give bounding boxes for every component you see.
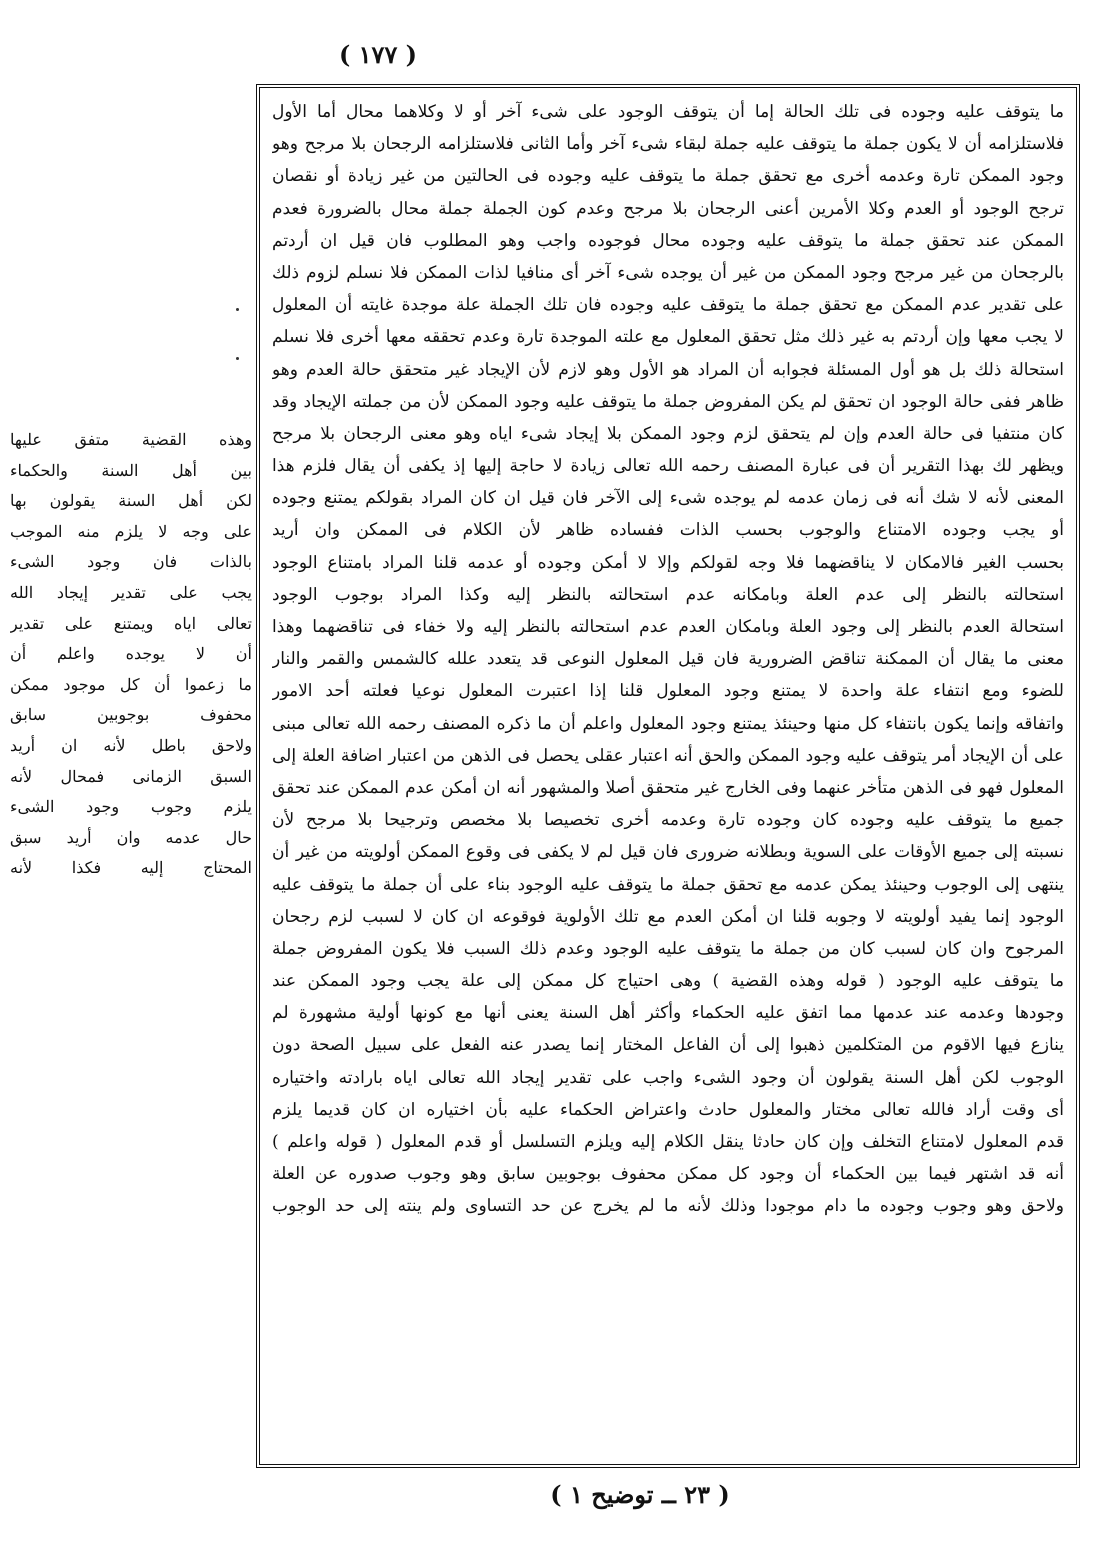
text-line: استحالة العدم بالنظر إلى وجود العلة وبامكان العدم عدم استحالته بالنظر إليه ولا خفاء فى تناقضهما وهذا — [272, 617, 1064, 637]
text-line: واتفاقه وإنما يكون بانتفاء كل منها وحينئذ يمتنع وجود المعلول واعلم أن ما ذكره المصنف رحمه الله تعالى مبنى — [272, 713, 1064, 734]
margin-line: السبق الزمانى فمحال لأنه — [10, 766, 252, 786]
margin-line: بين أهل السنة والحكماء — [10, 460, 252, 480]
text-line: ترجح الوجود أو العدم وكلا الأمرين أعنى الرجحان بلا مرجح وعدم كون الجملة جملة محال بالضرورة فعدم — [272, 198, 1064, 219]
margin-mark — [236, 308, 239, 311]
footer-signature: ( ٢٣ ــ توضيح ١ ) — [550, 1480, 730, 1509]
text-line: لا يجب معها وإن أردتم به غير ذلك مثل تحقق المعلول مع علته الموجدة تارة وعدم تحققه معها أخرى فلا نسلم — [272, 327, 1064, 348]
margin-line: ما زعموا أن كل موجود ممكن — [10, 674, 252, 694]
text-line: أنه قد اشتهر فيما بين الحكماء أن وجود كل ممكن محفوف بوجوبين سابق وهو وجوب صدوره عن العلة — [272, 1164, 1064, 1185]
text-line: للضوء ومع انتفاء علة واحدة لا يمتنع وجود المعلول قلنا إذا اعتبرت المعلول نوعيا فعلته أحد الامور — [272, 681, 1064, 702]
text-line: استحالته بالنظر إلى عدم العلة وبامكانه عدم استحالته بالنظر إليه وكذا المراد بوجوب الوجود — [272, 584, 1064, 605]
margin-mark — [236, 357, 239, 360]
text-line: استحالة ذلك بل هو أول المسئلة فجوابه أن المراد هو الأول وهو لازم لأن الإيجاد غير متحقق حالة العدم وهو — [272, 359, 1064, 380]
page-number: ( ١٧٧ ) — [338, 40, 418, 69]
margin-line: يجب على تقدير إيجاد الله — [10, 582, 252, 602]
text-line: الممكن عند تحقق جملة ما يتوقف عليه وجوده محال فوجوده واجب وهو المطلوب فان قيل ان أردتم — [272, 230, 1064, 251]
text-line: معنى ما يقال أن الممكنة تناقض الضرورية فان قيل المعلول النوعى قد يتعدد علله كالشمس والقمر والنار — [272, 649, 1064, 670]
text-line: على أن الإيجاد أمر يتوقف عليه وجود الممكن والحق أنه اعتبار عقلى يحصل فى الذهن من اعتبار اضافة العلة إلى — [272, 745, 1064, 766]
margin-line: أن لا يوجده واعلم أن — [10, 644, 252, 664]
text-line: بالرجحان من غير مرجح وجود الممكن من غير أن يوجده شىء آخر أى منافيا لذات الممكن فلا نسلم لزوم ذلك — [272, 262, 1064, 283]
text-line: أى وقت أراد فالله تعالى مختار والمعلول حادث واعتراض الحكماء عليه بأن اختياره ان كان قديما يلزم — [272, 1099, 1064, 1120]
margin-line: بالذات فان وجود الشىء — [10, 552, 252, 572]
text-line: بحسب الغير فالامكان لا يناقضهما فلا وجه لقولكم وإلا لا أمكن وجوده أو عدمه قلنا المراد بامتناع الوجود — [272, 552, 1064, 573]
text-line: ولاحق وهو وجوب وجوده ما دام موجودا وذلك لأنه ما لم يخرج عن حد التساوى ولم ينته إلى حد الوجوب — [272, 1196, 1064, 1217]
text-line: أو يجب وجوده الامتناع والوجوب بحسب الذات ففساده ظاهر لأن الكلام فى الممكن وان أريد — [272, 520, 1064, 541]
text-line: ظاهر ففى حالة الوجود ان تحقق لم يكن المفروض جملة ما يتوقف عليه وجود الممكن لأن من جملته الإيجاد وقد — [272, 391, 1064, 412]
margin-line: لكن أهل السنة يقولون بها — [10, 491, 252, 511]
text-line: ما يتوقف عليه وجوده فى تلك الحالة إما أن يتوقف الوجود على شىء آخر أو لا وكلاهما محال أما الأول — [272, 102, 1064, 122]
margin-line: على وجه لا يلزم منه الموجب — [10, 521, 252, 541]
margin-line: المحتاج إليه فكذا لأنه — [10, 858, 252, 878]
margin-line: يلزم وجوب وجود الشىء — [10, 797, 252, 817]
text-line: المعلول فهو فى الذهن متأخر عنهما وفى الخارج غير متحقق أصلا والمشهور أنه ان أمكن عدم الممكن عند تحقق — [272, 777, 1064, 798]
main-text-body — [272, 96, 1064, 1223]
text-line: المعنى لأنه لا شك أنه فى زمان عدمه لم يوجده شىء إلى الآخر فان قيل ان كان المراد بقولكم يمتنع وجوده — [272, 488, 1064, 509]
margin-line: حال عدمه وان أريد سبق — [10, 827, 252, 847]
text-line: الوجود إنما يفيد أولويته لا وجوبه قلنا ان أمكن العدم مع تلك الأولوية فوقوعه ان كان لا لسبب لزم رجحان — [272, 906, 1064, 927]
text-line: قدم المعلول لامتناع التخلف وإن كان حادثا ينقل الكلام إليه ويلزم التسلسل أو قدم المعلول ( قوله واعلم ) — [272, 1132, 1064, 1152]
text-line: ويظهر لك بهذا التقرير أن فى عبارة المصنف رحمه الله تعالى زيادة لا حاجة إليها إذ يكفى أن يقال فلزم هذا — [272, 456, 1064, 477]
margin-line: ولاحق باطل لأنه ان أريد — [10, 735, 252, 755]
text-line: نسبته إلى جميع الأوقات على السوية وبطلانه ضرورى فان قيل لم لا يكفى فى وقوع الممكن أولويته من غير أن — [272, 842, 1064, 863]
text-line: على تقدير عدم الممكن مع تحقق جملة ما يتوقف عليه وجوده فان تلك الجملة علة موجدة غايته أن المعلول — [272, 295, 1064, 316]
text-line: فلاستلزامه أن لا يكون جملة ما يتوقف عليه جملة لبقاء شىء آخر وأما الثانى فلاستلزامه الرجحان بلا مرجح وهو — [272, 134, 1064, 155]
text-line: وجودها وعدمه عند عدمها مما اتفق عليه الحكماء وأكثر أهل السنة يعنى أنها مع كونها أولية مشهورة لم — [272, 1003, 1064, 1024]
text-line: ينتهى إلى الوجوب وحينئذ يمكن عدمه مع تحقق جملة ما يتوقف عليه الوجود بناء على أن جملة ما يتوقف عليه — [272, 874, 1064, 895]
text-line: جميع ما يتوقف عليه وجوده كان وجوده تارة وعدمه أخرى تخصيصا بلا مخصص وترجيحا بلا مرجح لأن — [272, 810, 1064, 831]
text-line: كان منتفيا فى حالة العدم وإن لم يتحقق لزم وجود الممكن بلا إيجاد شىء اياه وهو معنى الرجحان بلا مرجح — [272, 423, 1064, 444]
text-line: الوجوب لكن أهل السنة يقولون أن وجود الشىء واجب على تقدير إيجاد الله تعالى اياه بارادته واختياره — [272, 1067, 1064, 1088]
margin-line: تعالى اياه ويمتنع على تقدير — [10, 613, 252, 633]
text-line: المرجوح وان كان لسبب كان من جملة ما يتوقف عليه الوجود وعدم ذلك السبب فلا يكون المفروض جملة — [272, 938, 1064, 959]
margin-line: محفوف بوجوبين سابق — [10, 705, 252, 725]
margin-line: وهذه القضية متفق عليها — [10, 430, 252, 449]
text-line: وجود الممكن تارة وعدمه أخرى مع تحقق جملة ما يتوقف عليه وجوده فى الحالتين من غير زيادة أو نقصان — [272, 166, 1064, 187]
text-line: ما يتوقف عليه الوجود ( قوله وهذه القضية ) وهى احتياج كل ممكن إلى علة يجب وجود الممكن عند — [272, 971, 1064, 992]
marginal-note — [10, 425, 252, 884]
main-text-frame — [256, 84, 1080, 1468]
text-line: ينازع فيها الاقوم من المتكلمين ذهبوا إلى أن الفاعل المختار إنما يصدر عنه الفعل على سبيل الصحة دون — [272, 1035, 1064, 1056]
